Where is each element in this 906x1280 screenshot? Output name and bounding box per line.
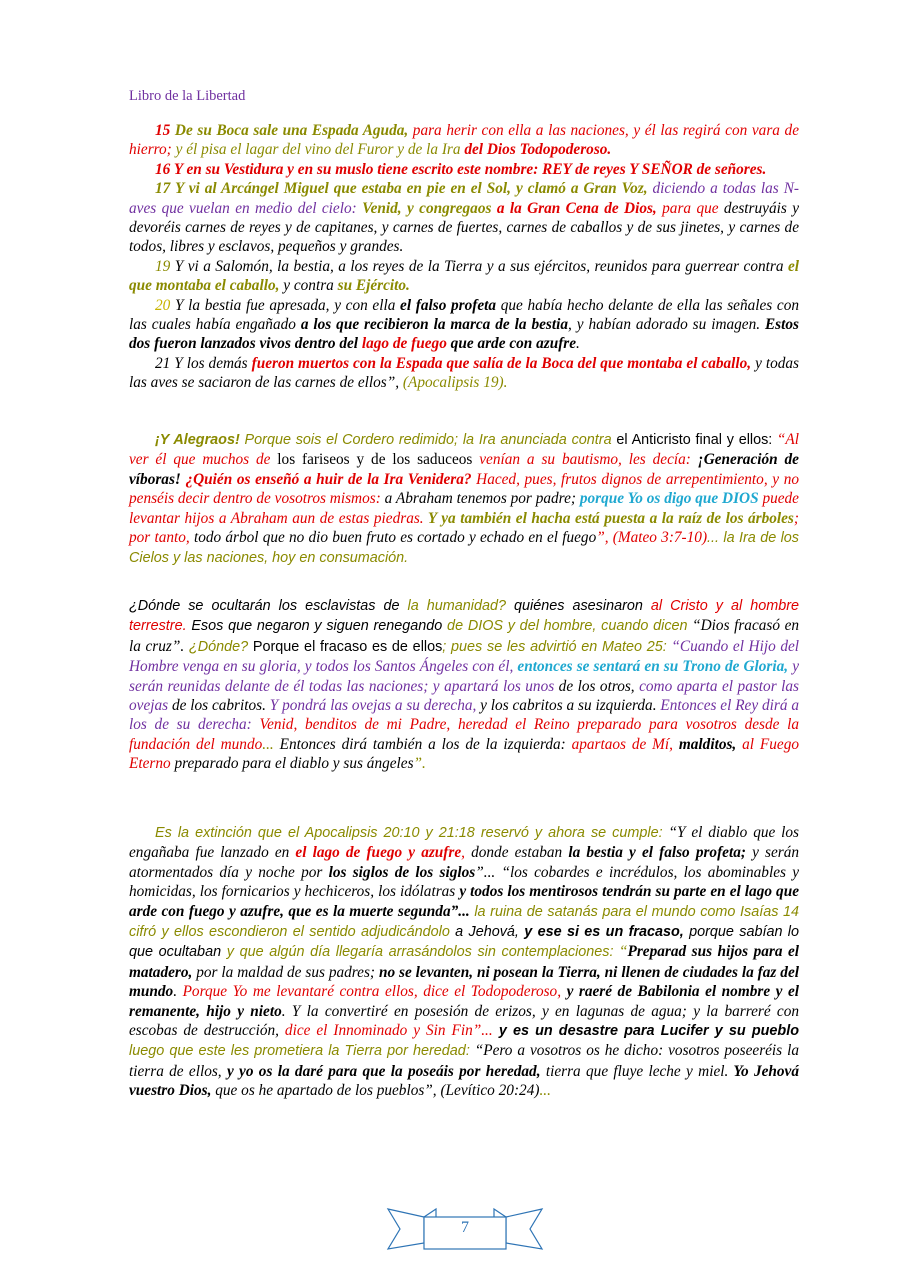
text-span: preparado para el diablo y sus ángeles [170, 755, 414, 773]
verse-number: 19 [155, 257, 171, 275]
text-span: la bestia y el falso profeta; [562, 844, 746, 862]
paragraph [129, 596, 799, 774]
text-span: y serán reunidas delante de él todas las naciones; y apartará los unos [129, 658, 799, 695]
text-span: que arde con azufre [446, 335, 577, 353]
text-span: Y la bestia fue apresada, y con ella [170, 296, 401, 314]
text-span: para herir con ella a las naciones, y él las regirá con vara de hierro; [129, 122, 799, 159]
text-span: ”. [413, 755, 426, 773]
text-span: luego que este les prometiera la Tierra por heredad: [129, 1043, 470, 1060]
text-span: “los cobardes e incrédulos, los abominables y homicidas, los fornicarios y hechiceros, los idólatras [129, 863, 799, 901]
text-span: porque sabían lo que ocultaban [129, 924, 799, 961]
text-span: Y la convertiré en posesión de erizos, y en lagunas de agua; y la barreré con escobas de destrucción, [129, 1002, 800, 1040]
text-span: 16 Y en su Vestidura y en su muslo tiene escrito este nombre: REY de reyes Y SEÑOR de señores. [155, 160, 767, 178]
text-span: . [281, 1002, 286, 1020]
text-span: todo árbol que no dio buen fruto es cortado y echado en el fuego [189, 529, 597, 547]
text-span: Entonces dirá también a los de la izquierda: [273, 735, 566, 753]
text-span: “ [613, 943, 628, 961]
text-span: que había hecho delante de ella las señales con las cuales había engañado [129, 296, 799, 334]
text-span: ¿Dónde se ocultarán los esclavistas de [129, 598, 400, 614]
text-span: por la maldad de sus padres; [192, 963, 376, 981]
citation: ”, (Mateo 3:7-10) [596, 529, 708, 547]
text-span: y es un desastre para Lucifer y su pueblo [492, 1023, 799, 1040]
text-span: y raeré de Babilonia el nombre y el remanente, hijo y nieto [129, 983, 800, 1020]
page-number: 7 [461, 1219, 469, 1236]
text-span: “Pero a vosotros os he dicho: vosotros poseeréis la tierra de ellos, [129, 1042, 799, 1080]
text-span: para que [656, 199, 719, 217]
verse-15 [129, 121, 799, 160]
text-span: , y habían adorado su imagen. [568, 316, 765, 334]
text-span: Y pondrá las ovejas a su derecha, [265, 697, 477, 715]
scripture-quote-block [129, 121, 799, 393]
text-span: ¿Quién os enseñó a huir de la Ira Venidera? [180, 470, 472, 488]
paragraph [129, 430, 799, 569]
text-span: ¿Dónde? [184, 638, 249, 655]
text-span: y él pisa el lagar del vino del Furor y de la Ira [171, 141, 465, 159]
text-span: del Dios Todopoderoso. [464, 141, 612, 159]
text-span: ; por tanto, [129, 509, 799, 547]
text-span: Haced, pues, frutos dignos de arrepentimiento, y no penséis decir dentro de vosotros mismos: [129, 470, 799, 508]
citation: (Apocalipsis 19). [399, 374, 508, 392]
verse-number: 15 [155, 122, 175, 139]
text-span: ”... [475, 863, 496, 881]
text-span: Porque Yo me levantaré contra ellos, dice el Todopoderoso, [177, 983, 562, 1001]
text-span: de DIOS y del hombre, cuando dicen [442, 618, 688, 635]
paragraph [129, 823, 799, 1101]
text-span: a los que recibieron la marca de la bestia [300, 316, 568, 334]
text-span: y yo os la daré para que la poseáis por heredad, [221, 1062, 541, 1080]
text-span: porque Yo os digo que DIOS [575, 490, 759, 508]
text-span: y todas las aves se saciaron de las carnes de ellos”, [129, 354, 799, 392]
text-span: fueron muertos con la Espada que salía de la Boca del que montaba el caballo, [251, 354, 752, 372]
text-span: la humanidad? [399, 598, 507, 614]
paragraph-donde [129, 596, 799, 774]
text-span: ¡Y Alegraos! [155, 432, 240, 448]
text-span: 21 Y los demás [155, 354, 252, 372]
text-span: no se levanten, ni posean la Tierra, ni llenen de ciudades la faz del mundo [129, 963, 799, 1001]
text-span: el falso profeta [400, 296, 497, 314]
text-span: su Ejército. [337, 277, 410, 295]
text-span: y serán atormentados día y noche por [129, 844, 799, 881]
text-span: los fariseos y de los saduceos [270, 451, 473, 469]
text-span: donde estaban [464, 844, 563, 862]
running-header: Libro de la Libertad [129, 88, 246, 104]
text-span: dice el Innominado y Sin Fin”... [278, 1022, 493, 1040]
verse-20 [129, 296, 799, 354]
text-span: de los cabritos. [168, 697, 266, 715]
verse-19 [129, 257, 799, 296]
text-span: destruyáis y devoréis carnes de reyes y de capitanes, y carnes de fuertes, carnes de caballos y de sus jinetes, y carnes de todos, libres y esclavos, pequeños y grandes. [129, 199, 799, 256]
text-span: el lago de fuego y azufre [289, 844, 462, 862]
text-span: Y vi a Salomón, la bestia, a los reyes de la Tierra y a sus ejércitos, reunidos para guerrear contra [170, 257, 788, 275]
text-span: a la Gran Cena de Dios, [496, 199, 657, 217]
text-span: puede levantar hijos a Abraham aun de estas piedras. [129, 490, 799, 527]
text-span: al Fuego Eterno [129, 735, 799, 773]
text-span: , [461, 844, 465, 862]
text-span: entonces se sentará en su Trono de Gloria, [513, 658, 789, 676]
text-span: “Cuando el Hijo del Hombre venga en su gloria, y todos los Santos Ángeles con él, [129, 637, 800, 676]
text-span: Yo Jehová vuestro Dios, [129, 1062, 799, 1100]
text-span: ... [539, 1082, 551, 1100]
text-span: el Anticristo final y ellos: [611, 432, 773, 448]
page-number-ribbon [386, 1205, 544, 1253]
text-span: y que algún día llegaría arrasándolos sin contemplaciones: [221, 944, 614, 961]
paragraph-alegraos [129, 430, 799, 569]
text-span: apartaos de Mí, [565, 735, 674, 753]
text-span: Venid, y congregaos [356, 199, 497, 217]
verse-17 [129, 179, 799, 257]
text-span: Estos dos fueron lanzados vivos dentro del [129, 316, 799, 353]
text-span: al Cristo y al hombre terrestre. [129, 598, 800, 635]
text-span: 17 Y vi al Arcángel Miguel que estaba en pie en el Sol, y clamó a Gran Voz, [155, 180, 648, 198]
text-span: a Jehová, [449, 924, 519, 941]
text-span: ; pues se les advirtió en Mateo 25: [442, 638, 667, 655]
verse-number: 20 [155, 296, 171, 314]
text-span: Porque el fracaso es de ellos [248, 638, 443, 655]
text-span: venían a su bautismo, les decía: [472, 451, 691, 469]
text-span: “Al ver él que muchos de [129, 431, 800, 469]
text-span: Entonces el Rey dirá a los de su derecha: [129, 697, 799, 734]
text-span: de los otros, [554, 677, 635, 695]
text-span: y ese si es un fracaso, [518, 924, 684, 941]
text-span: ¡Generación de víboras! [129, 451, 799, 488]
text-span: . [576, 335, 580, 353]
verse-16 [129, 160, 799, 179]
text-span: quiénes asesinaron [506, 598, 643, 614]
text-span: Esos que negaron y siguen renegando [186, 618, 443, 635]
text-span: los siglos de los siglos [322, 863, 476, 881]
text-span: lago de fuego [361, 335, 447, 353]
text-span: Es la extinción que el Apocalipsis 20:10 y 21:18 reservó y ahora se cumple: [155, 825, 663, 841]
text-span: Porque sois el Cordero redimido; la Ira anunciada contra [239, 432, 612, 448]
text-span: “Y el diablo que los engañaba fue lanzado en [129, 824, 799, 862]
text-span: tierra que fluye leche y miel. [540, 1062, 729, 1080]
verse-21 [129, 354, 799, 393]
text-span: Y ya también el hacha está puesta a la raíz de los árboles [423, 509, 794, 527]
text-span: ... la Ira de los Cielos y las naciones, hoy en consumación. [129, 530, 799, 567]
text-span: a Abraham tenemos por padre; [380, 490, 576, 508]
text-span: la ruina de satanás para el mundo como Isaías 14 cifró y ellos escondieron el sentido adjudicándolo [129, 903, 800, 941]
text-span: ... [262, 735, 274, 753]
text-span: como aparta el pastor las ovejas [129, 677, 799, 715]
text-span: “Dios fracasó en la cruz”. [129, 617, 800, 655]
citation: que os he apartado de los pueblos”, (Levítico 20:24) [211, 1082, 540, 1100]
text-span: Preparad sus hijos para el matadero, [129, 943, 800, 981]
text-span: el que montaba el caballo, [129, 257, 799, 295]
text-span: y contra [279, 277, 338, 295]
text-span: diciendo a todas las N-aves que vuelan en medio del cielo: [129, 180, 799, 217]
text-span: y los cabritos a su izquierda. [476, 697, 657, 715]
text-span: y todos los mentirosos tendrán su parte en el lago que arde con fuego y azufre, que es la muerte segunda”... [129, 883, 799, 920]
text-span: . [173, 983, 178, 1001]
text-span: De su Boca sale una Espada Aguda, [174, 122, 409, 139]
text-span: Venid, benditos de mi Padre, heredad el Reino preparado para vosotros desde la fundación del mundo [129, 716, 799, 753]
text-span: malditos, [673, 735, 737, 753]
paragraph-extincion [129, 823, 799, 1101]
